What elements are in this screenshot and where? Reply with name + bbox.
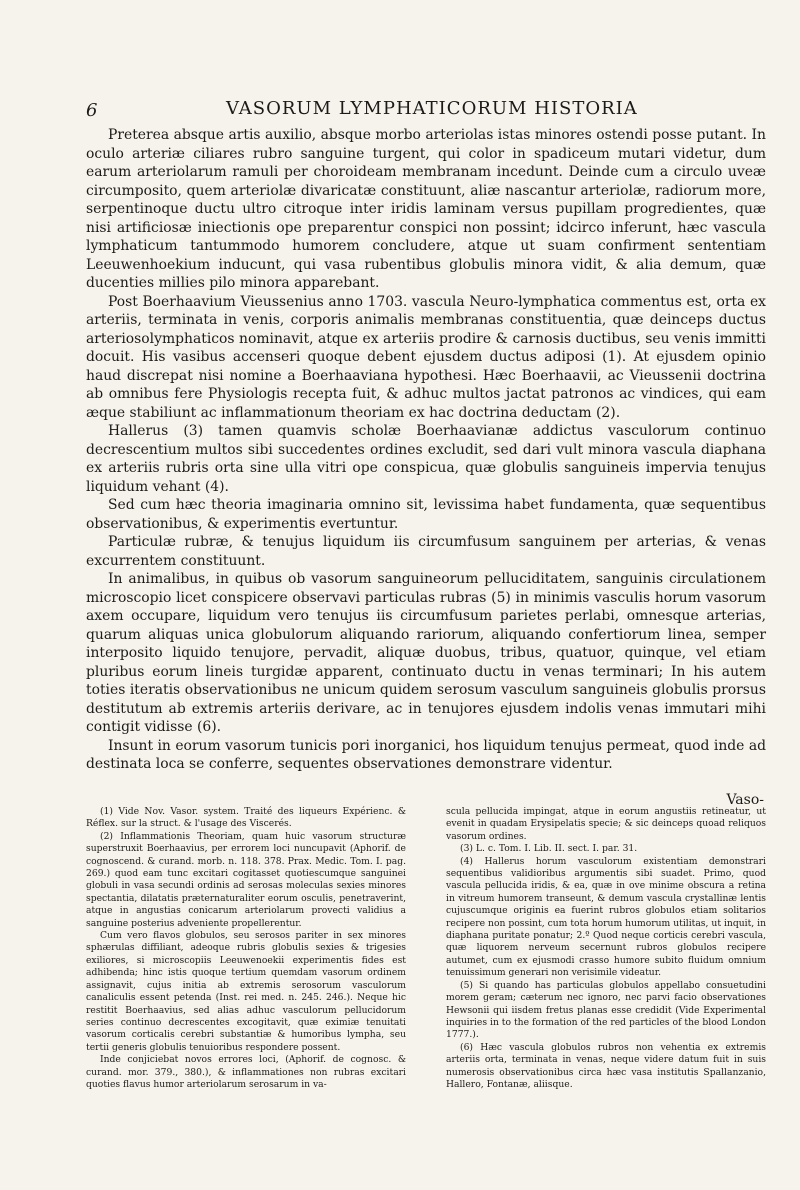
footnote: (5) Si quando has particulas globulos appellabo consuetudini morem geram; cæterum nec ignoro, nec parvi facio observationes Hewsonii qui iisdem fretus planas esse credidit (Vide Experimental inquiries in to the formation of the red particles of the blood London 1777.). bbox=[446, 979, 766, 1041]
main-text bbox=[86, 126, 766, 774]
running-title: VASORUM LYMPHATICORUM HISTORIA bbox=[226, 98, 638, 119]
catchword: Vaso- bbox=[726, 792, 764, 808]
paragraph: Insunt in eorum vasorum tunicis pori inorganici, hos liquidum tenujus permeat, quod inde ad destinata loca se conferre, sequentes observationes demonstrare videntur. bbox=[86, 737, 766, 772]
footnotes-right-column bbox=[446, 806, 766, 1091]
paragraph: In animalibus, in quibus ob vasorum sanguineorum pelluciditatem, sanguinis circulationem microscopio licet conspicere observavi particulas rubras (5) in minimis vasculis horum vasorum axem occupare, liquidum vero tenujus iis circumfusum parietes perlabi, omnesque arterias, quarum aliquas unica globulorum aliquando rariorum, aliquando confertiorum linea, semper interposito liquido tenujore, pervadit, aliquæ duobus, tribus, quatuor, quinque, vel etiam pluribus eorum lineis turgidæ apparent, continuato ductu in venas terminari; In his autem toties iteratis observationibus ne unicum quidem serosum vasculum sanguineis globulis prorsus destitutum ab extremis arteriis derivare, ac in tenujores ejusdem indolis venas immutari mihi contigit vidisse (6). bbox=[86, 571, 766, 735]
paragraph: Post Boerhaavium Vieussenius anno 1703. vascula Neuro-lymphatica commentus est, orta ex arteriis, terminata in venis, corporis animalis membranas constituentia, quæ deinceps ductus arteriosolymphaticos nominavit, atque ex arteriis prodire & carnosis ductibus, seu venis immitti docuit. His vasibus accenseri quoque debent ejusdem ductus adiposi (1). At ejusdem opinio haud discrepat nisi nomine a Boerhaaviana hypothesi. Hæc Boerhaavii, ac Vieussenii doctrina ab omnibus fere Physiologis recepta fuit, & adhuc multos jactat patronos ac vindices, qui eam æque stabiliunt ac inflammationum theoriam ex hac doctrina deductam (2). bbox=[86, 293, 766, 421]
footnote: (4) Hallerus horum vasculorum existentiam demonstrari sequentibus validioribus argumentis sibi suadet. Primo, quod vascula pellucida iridis, & ea, quæ in ove minime obscura a retina in vitreum humorem transeunt, & demum vascula crystallinæ lentis cujuscumque originis ea fuerint rubros globulos etiam solitarios recipere non possint, cum tota horum humorum utilitas, ut inquit, in diaphana puritate ponatur; 2.º Quod neque corticis cerebri vascula, quæ liquorem nerveum secernunt rubros globulos recipere autumet, cum ex ejusmodi crasso humore subito fluidum omnium tenuissimum generari non verisimile videatur. bbox=[446, 855, 766, 979]
footnotes-left-column bbox=[86, 806, 406, 1091]
footnote: (6) Hæc vascula globulos rubros non vehentia ex extremis arteriis orta, terminata in venas, neque videre datum fuit in suis numerosis observationibus circa hæc vasa institutis Spallanzanio, Hallero, Fontanæ, aliisque. bbox=[446, 1041, 766, 1090]
paragraph: Preterea absque artis auxilio, absque morbo arteriolas istas minores ostendi posse putant. In oculo arteriæ ciliares rubro sanguine turgent, qui color in spadiceum mutari videtur, dum earum arteriolarum ramuli per choroideam membranam incedunt. Deinde cum a circulo uveæ circumposito, quem arteriolæ divaricatæ constituunt, aliæ nascantur arteriolæ, radiorum more, serpentinoque ductu ultro citroque inter iridis laminam versus pupillam progredientes, quæ nisi artificiosæ iniectionis ope preparentur conspici non possint; idcirco inferunt, hæc vascula lymphaticum tantummodo humorem concludere, atque ut suam confirment sententiam Leeuwenhoekium inducunt, qui vasa rubentibus globulis minora vidit, & alia demum, quæ ducenties millies pilo minora apparebant. bbox=[86, 127, 766, 291]
footnote: scula pellucida impingat, atque in eorum angustiis retineatur, ut evenit in quadam Erysipelatis specie; & sic deinceps quoad reliquos vasorum ordines. bbox=[446, 806, 766, 842]
page-number: 6 bbox=[86, 100, 98, 121]
footnote: (1) Vide Nov. Vasor. system. Traité des liqueurs Expérienc. & Réflex. sur la struct. & l'usage des Viscerés. bbox=[86, 806, 406, 830]
footnote: (2) Inflammationis Theoriam, quam huic vasorum structuræ superstruxit Boerhaavius, per errorem loci nuncupavit (Aphorif. de cognoscend. & curand. morb. n. 118. 378. Prax. Medic. Tom. I. pag. 269.) quod eam tunc excitari cogitasset quotiescumque sanguinei globuli in vasa secundi ordinis ad serosas moleculas sexies minores spectantia, dilatatis præternaturaliter eorum osculis, penetraverint, atque in angustias conicarum arteriolarum provecti validius a sanguine posterius adveniente propellerentur. bbox=[86, 830, 406, 929]
footnotes bbox=[86, 806, 766, 1091]
page-header bbox=[86, 98, 770, 124]
paragraph: Hallerus (3) tamen quamvis scholæ Boerhaavianæ addictus vasculorum continuo decrescentium multos sibi succedentes ordines excludit, sed dari vult minora vascula diaphana ex arteriis rubris orta sine ulla vitri ope conspicua, quæ globulis sanguineis impervia tenujus liquidum vehant (4). bbox=[86, 423, 766, 495]
footnote: (3) L. c. Tom. I. Lib. II. sect. I. par. 31. bbox=[460, 843, 638, 855]
footnote: Cum vero flavos globulos, seu serosos pariter in sex minores sphærulas diffiliant, adeoque rubris globulis sexies & trigesies exiliores, si microscopiis Leeuwenoekii experimentis fides est adhibenda; hinc istis quoque tertium quemdam vasorum ordinem assignavit, cujus initia ab extremis serosorum vasculorum canaliculis essent petenda (Inst. rei med. n. 245. 246.). Neque hic restitit Boerhaavius, sed alias adhuc vasculorum pellucidorum series continuo decrescentes excogitavit, quæ eximiæ tenuitati vasorum corticalis cerebri substantiæ & humoribus lympha, seu tertii generis globulis tenuioribus respondere possent. bbox=[86, 930, 406, 1053]
paragraph: Particulæ rubræ, & tenujus liquidum iis circumfusum sanguinem per arterias, & venas excurrentem constituunt. bbox=[86, 534, 766, 569]
footnote: Inde conjiciebat novos errores loci, (Aphorif. de cognosc. & curand. mor. 379., 380.), & inflammationes non rubras excitari quoties flavus humor arteriolarum serosarum in va- bbox=[86, 1054, 406, 1090]
paragraph: Sed cum hæc theoria imaginaria omnino sit, levissima habet fundamenta, quæ sequentibus observationibus, & experimentis evertuntur. bbox=[86, 497, 766, 532]
